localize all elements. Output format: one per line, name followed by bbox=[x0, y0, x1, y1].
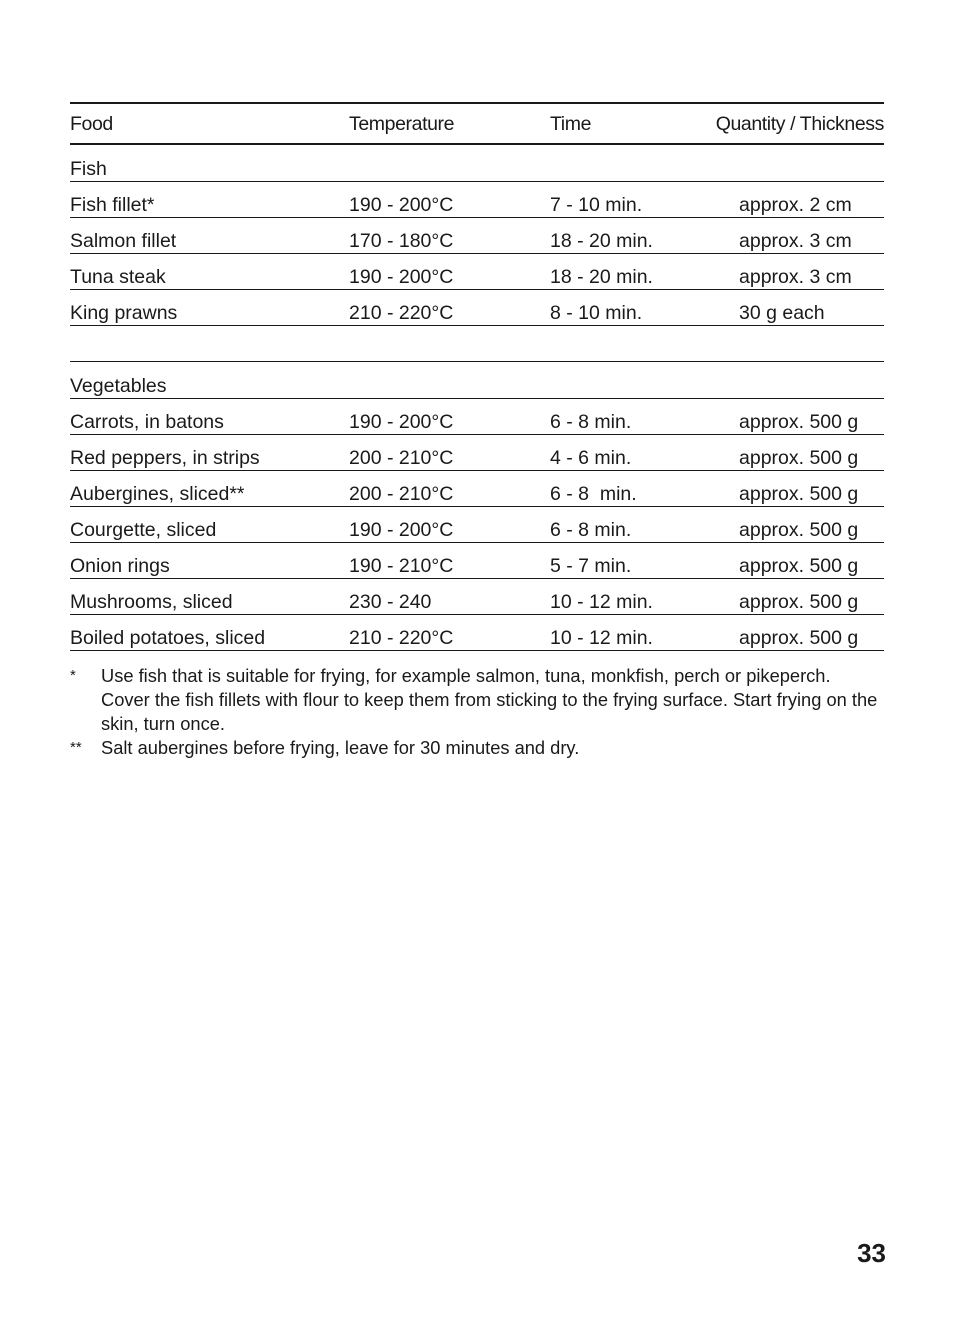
cell-quantity: approx. 500 g bbox=[739, 519, 859, 541]
cell-quantity: approx. 2 cm bbox=[739, 194, 852, 216]
cell-quantity: approx. 500 g bbox=[739, 627, 859, 649]
cell-food: Courgette, sliced bbox=[70, 519, 217, 541]
table-header bbox=[70, 102, 884, 145]
cell-quantity: approx. 3 cm bbox=[739, 266, 852, 288]
cell-temperature: 170 - 180°C bbox=[349, 230, 454, 252]
footnote bbox=[70, 736, 884, 760]
cell-food: King prawns bbox=[70, 302, 178, 324]
cell-time: 10 - 12 min. bbox=[550, 627, 653, 649]
cell-quantity: 30 g each bbox=[739, 302, 825, 324]
footnote-mark: ** bbox=[70, 739, 82, 756]
cell-quantity: approx. 500 g bbox=[739, 483, 859, 505]
cell-quantity: approx. 500 g bbox=[739, 591, 859, 613]
cell-food: Mushrooms, sliced bbox=[70, 591, 233, 613]
cell-time: 5 - 7 min. bbox=[550, 555, 632, 577]
cell-temperature: 190 - 200°C bbox=[349, 194, 454, 216]
cell-temperature: 210 - 220°C bbox=[349, 627, 454, 649]
cell-food: Red peppers, in strips bbox=[70, 447, 260, 469]
cell-quantity: approx. 500 g bbox=[739, 447, 859, 469]
cell-temperature: 190 - 200°C bbox=[349, 411, 454, 433]
section-title: Vegetables bbox=[70, 375, 167, 397]
cell-time: 8 - 10 min. bbox=[550, 302, 643, 324]
footnote bbox=[70, 664, 884, 736]
cell-temperature: 200 - 210°C bbox=[349, 447, 454, 469]
footnote-mark: * bbox=[70, 667, 76, 684]
table-row bbox=[70, 254, 884, 290]
cell-food: Tuna steak bbox=[70, 266, 166, 288]
table-row bbox=[70, 218, 884, 254]
cell-time: 4 - 6 min. bbox=[550, 447, 632, 469]
cell-temperature: 230 - 240 bbox=[349, 591, 432, 613]
header-quantity: Quantity / Thickness bbox=[715, 113, 884, 135]
cell-time: 6 - 8 min. bbox=[550, 483, 637, 505]
cell-food: Boiled potatoes, sliced bbox=[70, 627, 266, 649]
cell-time: 7 - 10 min. bbox=[550, 194, 643, 216]
cell-temperature: 190 - 200°C bbox=[349, 266, 454, 288]
table-row bbox=[70, 182, 884, 218]
table-row bbox=[70, 615, 884, 651]
cell-temperature: 190 - 200°C bbox=[349, 519, 454, 541]
cell-quantity: approx. 500 g bbox=[739, 555, 859, 577]
cell-quantity: approx. 500 g bbox=[739, 411, 859, 433]
cell-temperature: 200 - 210°C bbox=[349, 483, 454, 505]
cell-quantity: approx. 3 cm bbox=[739, 230, 852, 252]
section-vegetables-title bbox=[70, 362, 884, 399]
cell-time: 6 - 8 min. bbox=[550, 411, 632, 433]
header-temperature: Temperature bbox=[349, 113, 455, 135]
cell-temperature: 190 - 210°C bbox=[349, 555, 454, 577]
cell-food: Carrots, in batons bbox=[70, 411, 224, 433]
footnotes bbox=[70, 664, 884, 760]
table-spacer bbox=[70, 326, 884, 362]
page-number: 33 bbox=[857, 1238, 886, 1268]
table-row bbox=[70, 543, 884, 579]
header-food: Food bbox=[70, 113, 113, 135]
table-row bbox=[70, 290, 884, 326]
section-title: Fish bbox=[70, 158, 107, 180]
footnote-text: Salt aubergines before frying, leave for 30 minutes and dry. bbox=[101, 737, 580, 758]
table-row bbox=[70, 435, 884, 471]
footnote-text: Use fish that is suitable for frying, for example salmon, tuna, monkfish, perch or pikeperch. Cover the fish fillets with flour to keep them from sticking to the frying surface. Start frying on the skin, turn once. bbox=[101, 665, 878, 734]
cell-food: Aubergines, sliced** bbox=[70, 483, 245, 505]
table-row bbox=[70, 579, 884, 615]
cell-time: 10 - 12 min. bbox=[550, 591, 653, 613]
cell-temperature: 210 - 220°C bbox=[349, 302, 454, 324]
cell-time: 18 - 20 min. bbox=[550, 230, 653, 252]
section-fish-title bbox=[70, 145, 884, 182]
table-row bbox=[70, 471, 884, 507]
cell-time: 6 - 8 min. bbox=[550, 519, 632, 541]
header-time: Time bbox=[550, 113, 592, 135]
cell-food: Fish fillet* bbox=[70, 194, 155, 216]
cell-food: Onion rings bbox=[70, 555, 170, 577]
table-row bbox=[70, 507, 884, 543]
table-row bbox=[70, 399, 884, 435]
cell-time: 18 - 20 min. bbox=[550, 266, 653, 288]
frying-table bbox=[70, 102, 884, 651]
cell-food: Salmon fillet bbox=[70, 230, 177, 252]
